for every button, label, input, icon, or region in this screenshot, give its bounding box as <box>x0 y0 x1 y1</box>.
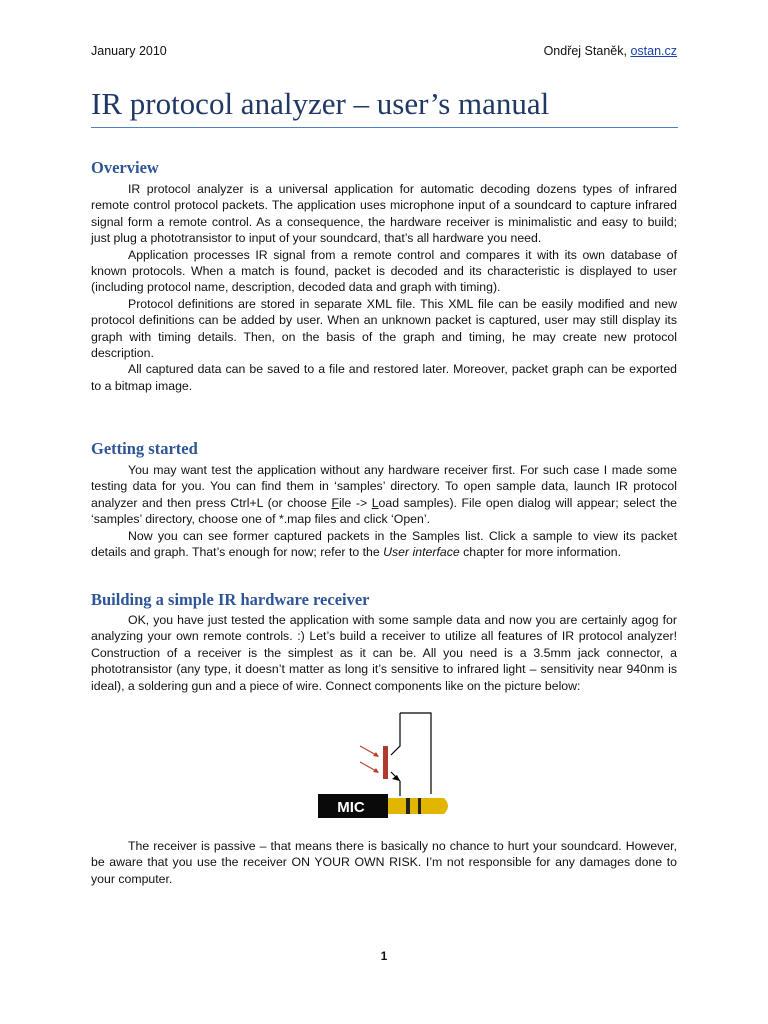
building-paragraph-1: OK, you have just tested the application with some sample data and now you are certainly agog for analyzing your own remote controls. :) Let’s build a receiver to utilize all features of IR protocol analyzer! Construction of a receiver is the simplest as it can be. All you need is a 3.5mm jack connector, a phototransistor (any type, it doesn’t matter as long it’s sensitive to infrared light – sensitivity near 940nm is ideal), a soldering gun and a piece of wire. Connect components like on the picture below: <box>91 613 677 693</box>
title-underline <box>91 127 678 128</box>
jack-ring-insulator <box>418 798 421 814</box>
overview-paragraph-4: All captured data can be saved to a file and restored later. Moreover, packet graph can be exported to a bitmap image. <box>91 362 677 393</box>
getting-started-section <box>91 462 677 560</box>
jack-tip <box>426 798 448 814</box>
building-section-2 <box>91 838 677 887</box>
collector-wire <box>391 713 400 755</box>
gs-text-b: ). File open dialog will appear; select the ‘samples’ directory, choose one of *.map files and click ‘Open’. <box>91 495 677 527</box>
jack-ring-insulator <box>406 798 410 814</box>
wire <box>400 713 431 794</box>
getting-started-paragraph-1 <box>91 462 677 528</box>
overview-section <box>91 181 677 394</box>
building-heading: Building a simple IR hardware receiver <box>91 590 370 609</box>
menu-load-mnemonic: L <box>371 495 379 510</box>
header-website-link[interactable]: ostan.cz <box>630 44 677 58</box>
menu-file-mnemonic: F <box>331 495 339 510</box>
overview-paragraph-2: Application processes IR signal from a remote control and compares it with its own database of known protocols. When a match is found, packet is decoded and its characteristic is displayed to user (including protocol name, description, decoded data and graph with timing). <box>91 247 677 295</box>
emitter-arrow-icon <box>392 775 400 781</box>
overview-paragraph-3: Protocol definitions are stored in separate XML file. This XML file can be easily modified and new protocol definitions can be added by user. When an unknown packet is captured, user may still display its graph with timing details. Then, on the basis of the graph and timing, he may create new protocol description. <box>91 296 677 361</box>
getting-started-paragraph-2 <box>91 528 677 561</box>
light-arrow-icon <box>373 768 379 773</box>
page-number: 1 <box>380 949 388 963</box>
building-section <box>91 612 677 694</box>
header-date: January 2010 <box>91 44 167 58</box>
header-author-name: Ondřej Staněk, <box>543 44 627 58</box>
getting-started-heading: Getting started <box>91 439 198 458</box>
building-paragraph-2: The receiver is passive – that means there is basically no chance to hurt your soundcard. However, be aware that you use the receiver ON YOUR OWN RISK. I’m not responsible for any damages done to your computer. <box>91 839 677 886</box>
overview-paragraph-1: IR protocol analyzer is a universal application for automatic decoding dozens types of infrared remote control protocol packets. The application uses microphone input of a soundcard to capture infrared signal form a remote control. As a consequence, the hardware receiver is minimalistic and easy to build; just plug a phototransistor to input of your soundcard, that’s all hardware you need. <box>91 182 677 246</box>
phototransistor-base <box>383 746 388 779</box>
overview-heading: Overview <box>91 158 159 177</box>
receiver-circuit-diagram <box>318 708 458 823</box>
document-title: IR protocol analyzer – user’s manual <box>91 86 550 121</box>
user-interface-reference: User interface <box>383 545 460 560</box>
gs-text-a: You may want test the application without any hardware receiver first. For such case I made some testing data for you. You can find them in ‘samples’ directory. To open sample data, launch IR protocol analyzer and then press Ctrl+L (or choose <box>91 463 677 510</box>
mic-label: MIC <box>337 799 365 816</box>
gs-p2-b: chapter for more information. <box>459 545 621 560</box>
menu-load-rest: oad samples <box>378 495 450 510</box>
header-author <box>544 44 677 58</box>
gs-p2-a: Now you can see former captured packets in the Samples list. Click a sample to view its packet details and graph. That’s enough for now; refer to the <box>91 528 677 560</box>
light-arrow-icon <box>373 752 379 757</box>
menu-arrow: -> <box>351 495 372 510</box>
menu-file-rest: ile <box>338 495 352 510</box>
